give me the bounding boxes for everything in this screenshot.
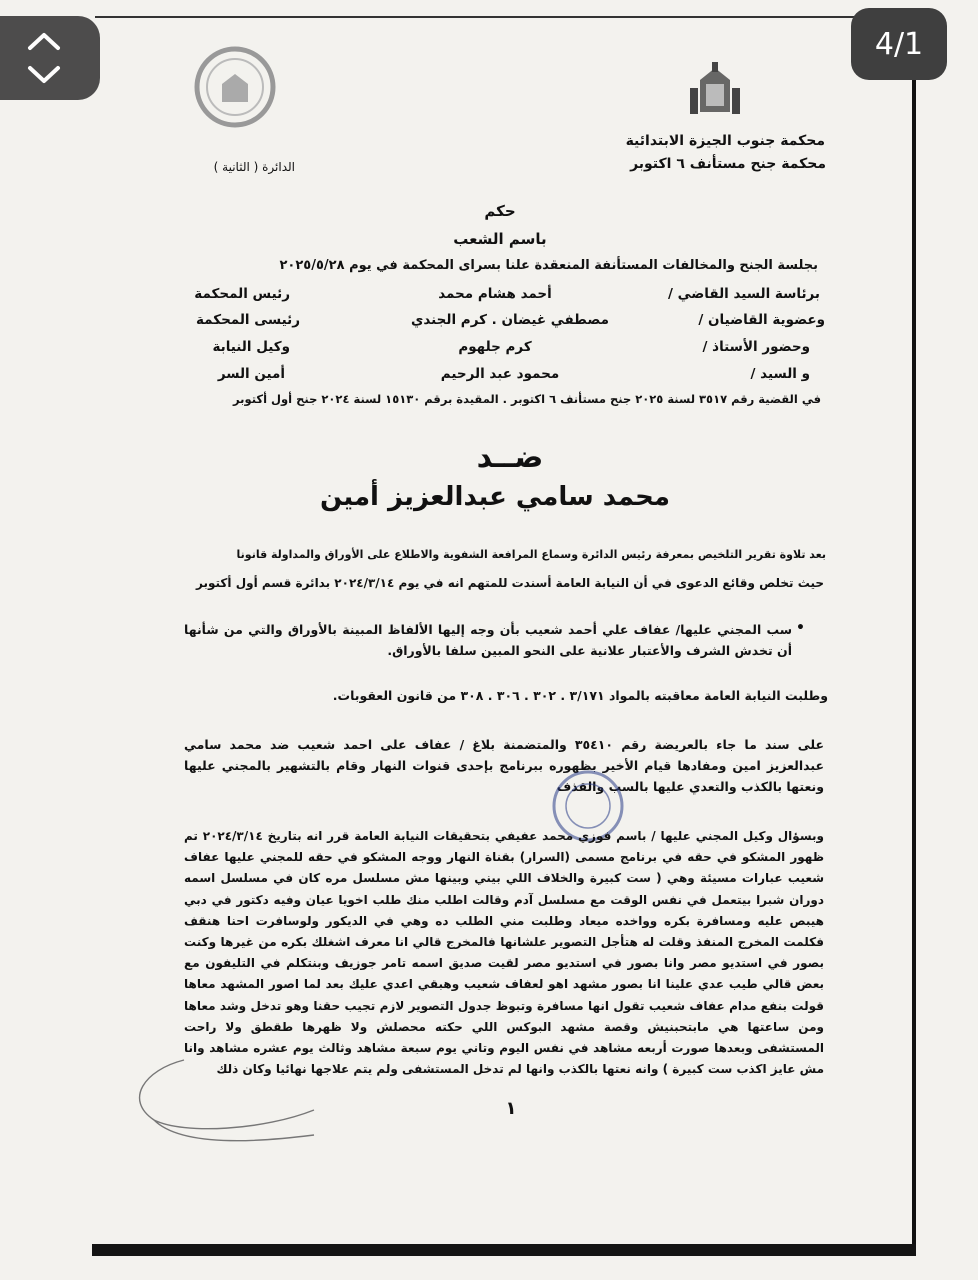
- chevron-up-icon[interactable]: [24, 30, 64, 52]
- people-title: باسم الشعب: [453, 230, 547, 248]
- court-seal-icon: [192, 44, 278, 130]
- panel-role: و السيد /: [750, 366, 810, 382]
- signature-icon: [124, 1040, 324, 1150]
- panel-title: وكيل النيابة: [212, 339, 290, 355]
- panel-name: محمود عبد الرحيم: [440, 366, 560, 382]
- report-paragraph: على سند ما جاء بالعريضة رقم ٣٥٤١٠ والمتضمنة بلاغ / عفاف على احمد شعيب ضد محمد سامي عبدالعزيز امين ومفادها قيام الأخير بظهوره ببرنامج بإحدى قنوات النهار وقام بالتشهير بالمجني عليها ونعتها بالكذب والتعدي عليها بالسب والقذف: [184, 737, 824, 794]
- panel-title: رئيس المحكمة: [194, 286, 290, 302]
- panel-title: أمين السر: [217, 366, 285, 382]
- panel-role: وحضور الأستاذ /: [702, 339, 810, 355]
- egypt-eagle-emblem-icon: [686, 60, 744, 118]
- facts-line: حيث تخلص وقائع الدعوى في أن النيابة العامة أسندت للمتهم انه في يوم ٢٠٢٤/٣/١٤ بدائرة قسم أول أكتوبر: [196, 576, 824, 590]
- bottom-rule: [92, 1244, 916, 1256]
- court-name-secondary: محكمة جنح مستأنف ٦ اكتوبر: [630, 156, 826, 172]
- panel-name: أحمد هشام محمد: [438, 286, 552, 302]
- panel-name: كرم جلهوم: [458, 339, 532, 355]
- panel-role: برئاسة السيد القاضي /: [667, 286, 820, 302]
- testimony-paragraph: وبسؤال وكيل المجني عليها / باسم فوزي محمد عفيفي بتحقيقات النيابة العامة قرر انه بتاريخ ٢٠٢٤/٣/١٤ تم ظهور المشكو في حقه في برنامج مسمى (السرار) بقناة النهار ووجه المشكو في حقه للمجني عليها عفاف شعيب عبارات مسيئة وهي ( ست كبيرة والخلاف اللي بيني وبينها مش مسلسل مره كان في مسلسل اسمه دوران شبرا بيتعمل في نفس الوقت مع مسلسل آدم وقالت اطلب منك طلب اخويا عيان وفيه دكتور في دبي هيبص عليه ومسافرة بكره وواخده ميعاد وطلبت مني الطلب ده وهي في الديكور ولوسافرت احنا هنقف فكلمت المخرج المنفذ وقلت له هتأجل التصوير علشانها فالمخرج قالي انا معرف اشغلك بكره من غيرها وكنت بصور في استديو مصر وانا بصور في استديو مصر لقيت صديق اسمه تامر جوزيف وبنتكلم في التليفون مع بعض قالي طيب عدي علينا انا بصور مشهد اهو لعفاف شعيب وهبقي اعدي عليك بعد لما اصور المشهد معاها قولت بنفع مدام عفاف شعيب تقول انها مسافرة وتبوظ جدول التصوير لازم تجيب حقنا وهو تدخل وشد معاها ومن ساعتها هي مابتحبنيش وقصة مشهد البوكس اللي حكته محصلش ولا ظهرها طقطق ولا راحت المستشفى وبعدها صورت أربعه مشاهد في نفس اليوم وتاني يوم سبعة مشاهد وثالث يوم عشره مشاهد وانا مش عايز اكذب ست كبيرة ) وانه نعتها بالكذب وانها لم تدخل المستشفى ولم يتم علاجها نهائيا وكان ذلك: [184, 829, 824, 1077]
- page-counter: 4/1: [851, 8, 947, 80]
- session-line: بجلسة الجنح والمخالفات المستأنفة المنعقدة علنا بسراى المحكمة في يوم ٢٠٢٥/٥/٢٨: [279, 258, 818, 273]
- judgment-title: حكم: [484, 202, 516, 220]
- panel-title: رئيسى المحكمة: [195, 312, 300, 328]
- bullet-icon: •: [796, 620, 805, 636]
- intro-line: بعد تلاوة تقرير التلخيص بمعرفة رئيس الدائرة وسماع المرافعة الشفوية والاطلاع على الأوراق والمداولة قانونا: [236, 548, 826, 561]
- page-nav-button[interactable]: [0, 16, 100, 100]
- against-label: ضــد: [476, 440, 544, 475]
- panel-name: مصطفي غيضان . كرم الجندي: [411, 312, 609, 328]
- case-number-line: في القضية رقم ٣٥١٧ لسنة ٢٠٢٥ جنح مستأنف ٦ اكتوبر . المقيدة برقم ١٥١٣٠ لسنة ٢٠٢٤ جنح أول أكتوبر: [233, 392, 821, 406]
- charge-bullet: سب المجني عليها/ عفاف علي أحمد شعيب بأن وجه إليها الألفاظ المبينة بالأوراق والتي من شأنها أن تخدش الشرف والأعتبار علانية على النحو المبين سلفا بالأوراق.: [184, 622, 792, 658]
- court-name-primary: محكمة جنوب الجيزة الابتدائية: [625, 133, 825, 149]
- chevron-down-icon[interactable]: [24, 64, 64, 86]
- defendant-name: محمد سامي عبدالعزيز أمين: [319, 482, 670, 512]
- prosecution-request: وطلبت النيابة العامة معاقبته بالمواد ٣/١٧١ . ٣٠٢ . ٣٠٦ . ٣٠٨ من قانون العقوبات.: [332, 688, 828, 703]
- page-number: ١: [505, 1098, 517, 1119]
- panel-role: وعضوية القاضيان /: [698, 312, 825, 328]
- circuit-label: الدائرة ( الثانية ): [213, 160, 295, 174]
